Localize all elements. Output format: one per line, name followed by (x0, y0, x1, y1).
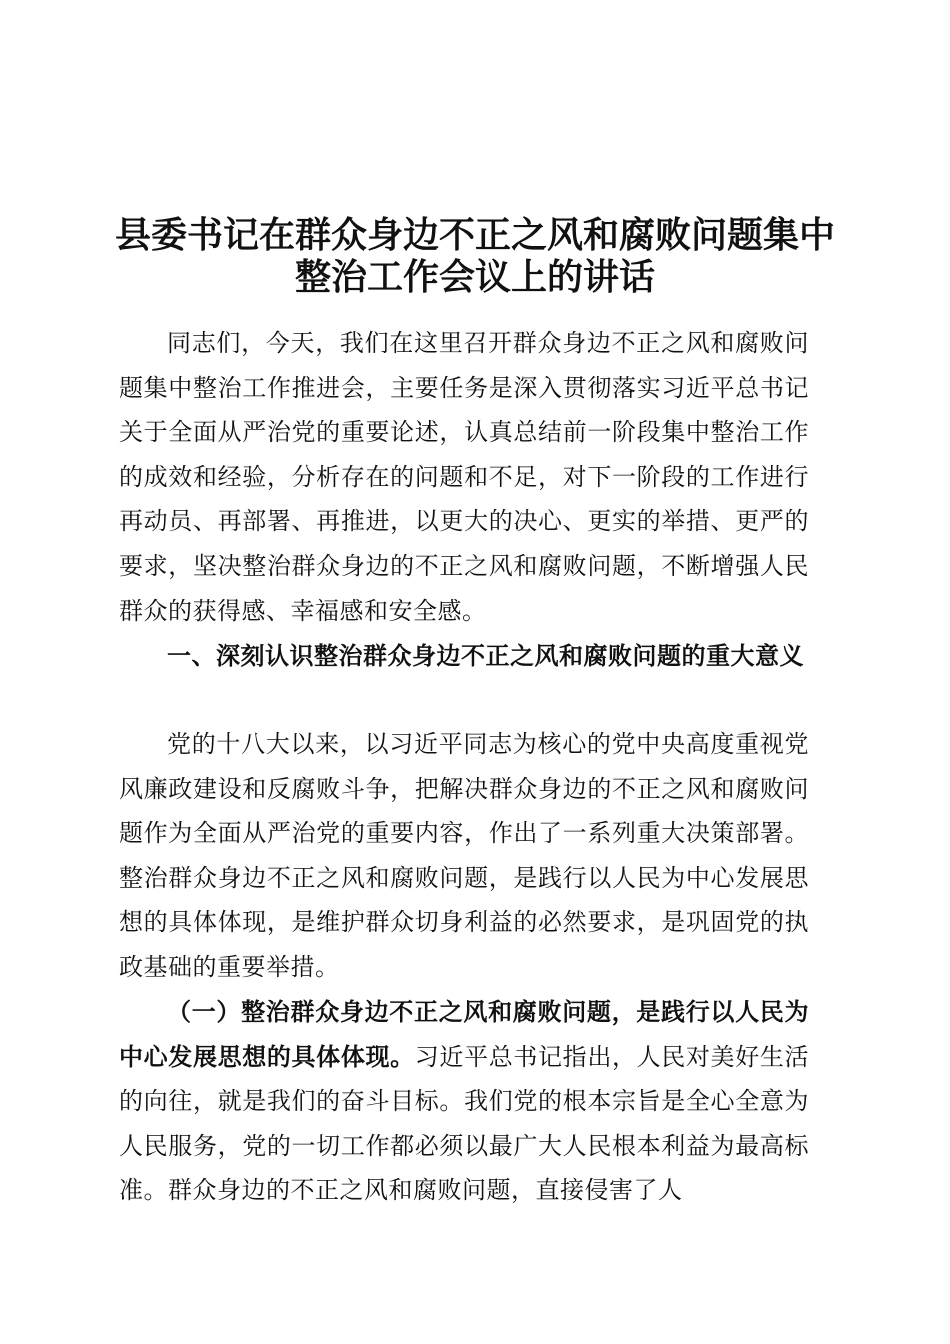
section-heading-1: 一、深刻认识整治群众身边不正之风和腐败问题的重大意义 (167, 642, 804, 670)
document-title-line-2: 整治工作会议上的讲话 (294, 257, 655, 298)
subsection-1-body: 习近平总书记指出，人民对美好生活的向往，就是我们的奋斗目标。我们党的根本宗旨是全心全意为人民服务，党的一切工作都必须以最广大人民根本利益为最高标准。群众身边的不正之风和腐败问题，直接侵害了人 (119, 1042, 810, 1205)
subsection-1-lead: （一）整治群众身边不正之风和腐败问题，是践行以人民为中心发展思想的具体体现。 (119, 998, 809, 1071)
subsection-1-paragraph (119, 990, 809, 1213)
opening-paragraph: 同志们，今天，我们在这里召开群众身边不正之风和腐败问题集中整治工作推进会，主要任务是深入贯彻落实习近平总书记关于全面从严治党的重要论述，认真总结前一阶段集中整治工作的成效和经验，分析存在的问题和不足，对下一阶段的工作进行再动员、再部署、再推进，以更大的决心、更实的举措、更严的要求，坚决整治群众身边的不正之风和腐败问题，不断增强人民群众的获得感、幸福感和安全感。 (119, 329, 809, 625)
document-title-line-1: 县委书记在群众身边不正之风和腐败问题集中 (114, 215, 835, 256)
section-1-paragraph: 党的十八大以来，以习近平同志为核心的党中央高度重视党风廉政建设和反腐败斗争，把解决群众身边的不正之风和腐败问题作为全面从严治党的重要内容，作出了一系列重大决策部署。整治群众身边不正之风和腐败问题，是践行以人民为中心发展思想的具体体现，是维护群众切身利益的必然要求，是巩固党的执政基础的重要举措。 (119, 730, 809, 981)
